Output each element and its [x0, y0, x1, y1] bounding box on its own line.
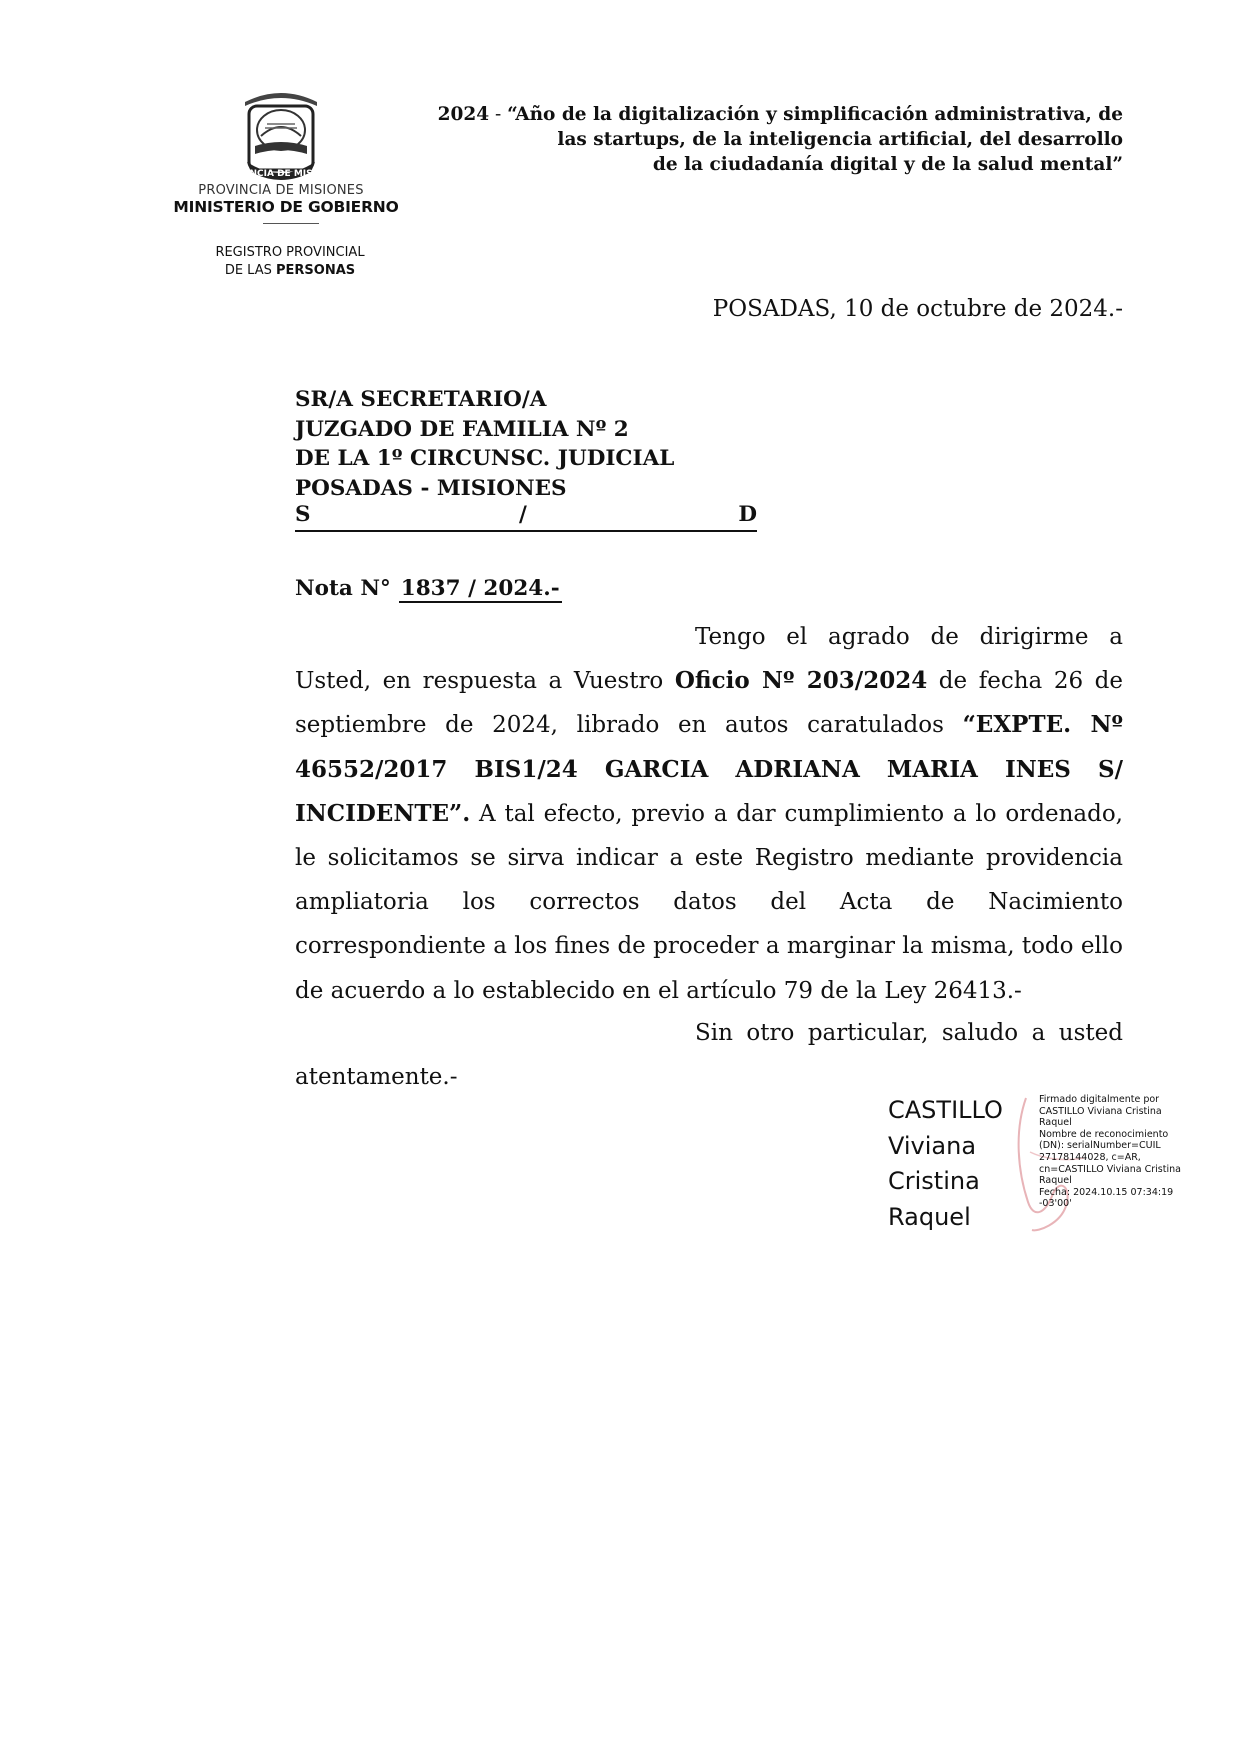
motto-line-1	[380, 102, 1123, 127]
closing-block	[295, 1011, 1123, 1099]
note-number-value: 1837 / 2024.-	[400, 576, 560, 601]
signature-details	[1039, 1094, 1199, 1210]
addressee-line-3: DE LA 1º CIRCUNSC. JUDICIAL	[295, 446, 675, 471]
signature-name-line: Raquel	[888, 1202, 971, 1231]
motto-separator: -	[489, 104, 508, 125]
signature-name-line: CASTILLO	[888, 1096, 1003, 1124]
motto-year: 2024	[437, 104, 490, 125]
su-despacho-line	[295, 502, 757, 532]
body-text-b: de fecha 26 de septiembre de 2024, librado en autos caratulados	[295, 668, 1123, 739]
note-label: Nota N°	[295, 576, 391, 601]
signature-detail-line: Nombre de reconocimiento	[1039, 1128, 1169, 1140]
sd-d: D	[738, 502, 757, 527]
logo-divider	[263, 223, 319, 224]
signature-name	[888, 1093, 1003, 1235]
signature-detail-line: 27178144028, c=AR,	[1039, 1151, 1141, 1163]
registry-line-2	[195, 263, 385, 278]
sd-s: S	[295, 502, 311, 527]
signature-name-line: Viviana	[888, 1131, 977, 1160]
motto-line-1-text: “Año de la digitalización y simplificación administrativa, de	[507, 104, 1123, 125]
province-seal-logo	[218, 88, 344, 184]
body-text-a: Tengo el agrado de dirigirme a Usted, en respuesta a Vuestro	[295, 624, 1123, 695]
ministry-name: MINISTERIO DE GOBIERNO	[173, 198, 399, 216]
addressee-line-1: SR/A SECRETARIO/A	[295, 387, 547, 412]
signature-detail-line: Raquel	[1039, 1117, 1072, 1129]
signature-detail-line: Firmado digitalmente por	[1039, 1094, 1160, 1105]
signature-detail-line: Raquel	[1039, 1175, 1072, 1187]
motto-line-2: las startups, de la inteligencia artificial, del desarrollo	[557, 129, 1123, 150]
signature-detail-line: CASTILLO Viviana Cristina	[1039, 1105, 1162, 1117]
signature-detail-line: Fecha: 2024.10.15 07:34:19	[1039, 1186, 1174, 1198]
note-number	[295, 576, 562, 603]
body-paragraph	[295, 615, 1123, 1013]
signature-detail-line: cn=CASTILLO Viviana Cristina	[1039, 1163, 1181, 1175]
body-text-c: A tal efecto, previo a dar cumplimiento a lo ordenado, le solicitamos se sirva indicar a este Registro mediante providencia ampliatoria los correctos datos del Acta de Nacimiento correspondiente a los fines de proceder a marginar la misma, todo ello de acuerdo a lo establecido en el artículo 79 de la Ley 26413.-	[295, 800, 1123, 1004]
signature-detail-line: -03'00'	[1039, 1198, 1072, 1210]
addressee-line-2: JUZGADO DE FAMILIA Nº 2	[295, 416, 629, 442]
oficio-reference: Oficio Nº 203/2024	[674, 667, 928, 695]
case-reference: “EXPTE. Nº 46552/2017 BIS1/24 GARCIA ADRIANA MARIA INES S/ INCIDENTE”.	[295, 711, 1123, 827]
sd-slash: /	[519, 502, 527, 527]
closing-paragraph: Sin otro particular, saludo a usted atentamente.-	[295, 1020, 1123, 1091]
addressee-block	[295, 385, 674, 503]
year-motto	[380, 102, 1123, 177]
registry-line-2-prefix: DE LAS	[224, 263, 272, 278]
signature-name-line: Cristina	[888, 1167, 980, 1195]
seal-label: PROVINCIA DE MISIONES	[218, 169, 344, 179]
registry-line-2-bold: PERSONAS	[276, 263, 356, 278]
addressee-line-4: POSADAS - MISIONES	[295, 475, 567, 501]
signature-detail-line: (DN): serialNumber=CUIL	[1039, 1140, 1161, 1152]
letter-body	[295, 615, 1123, 1013]
motto-line-3: de la ciudadanía digital y de la salud mental”	[652, 154, 1123, 175]
place-date: POSADAS, 10 de octubre de 2024.-	[712, 296, 1123, 322]
registry-line-1: REGISTRO PROVINCIAL	[215, 245, 365, 260]
province-name: PROVINCIA DE MISIONES	[198, 183, 364, 198]
